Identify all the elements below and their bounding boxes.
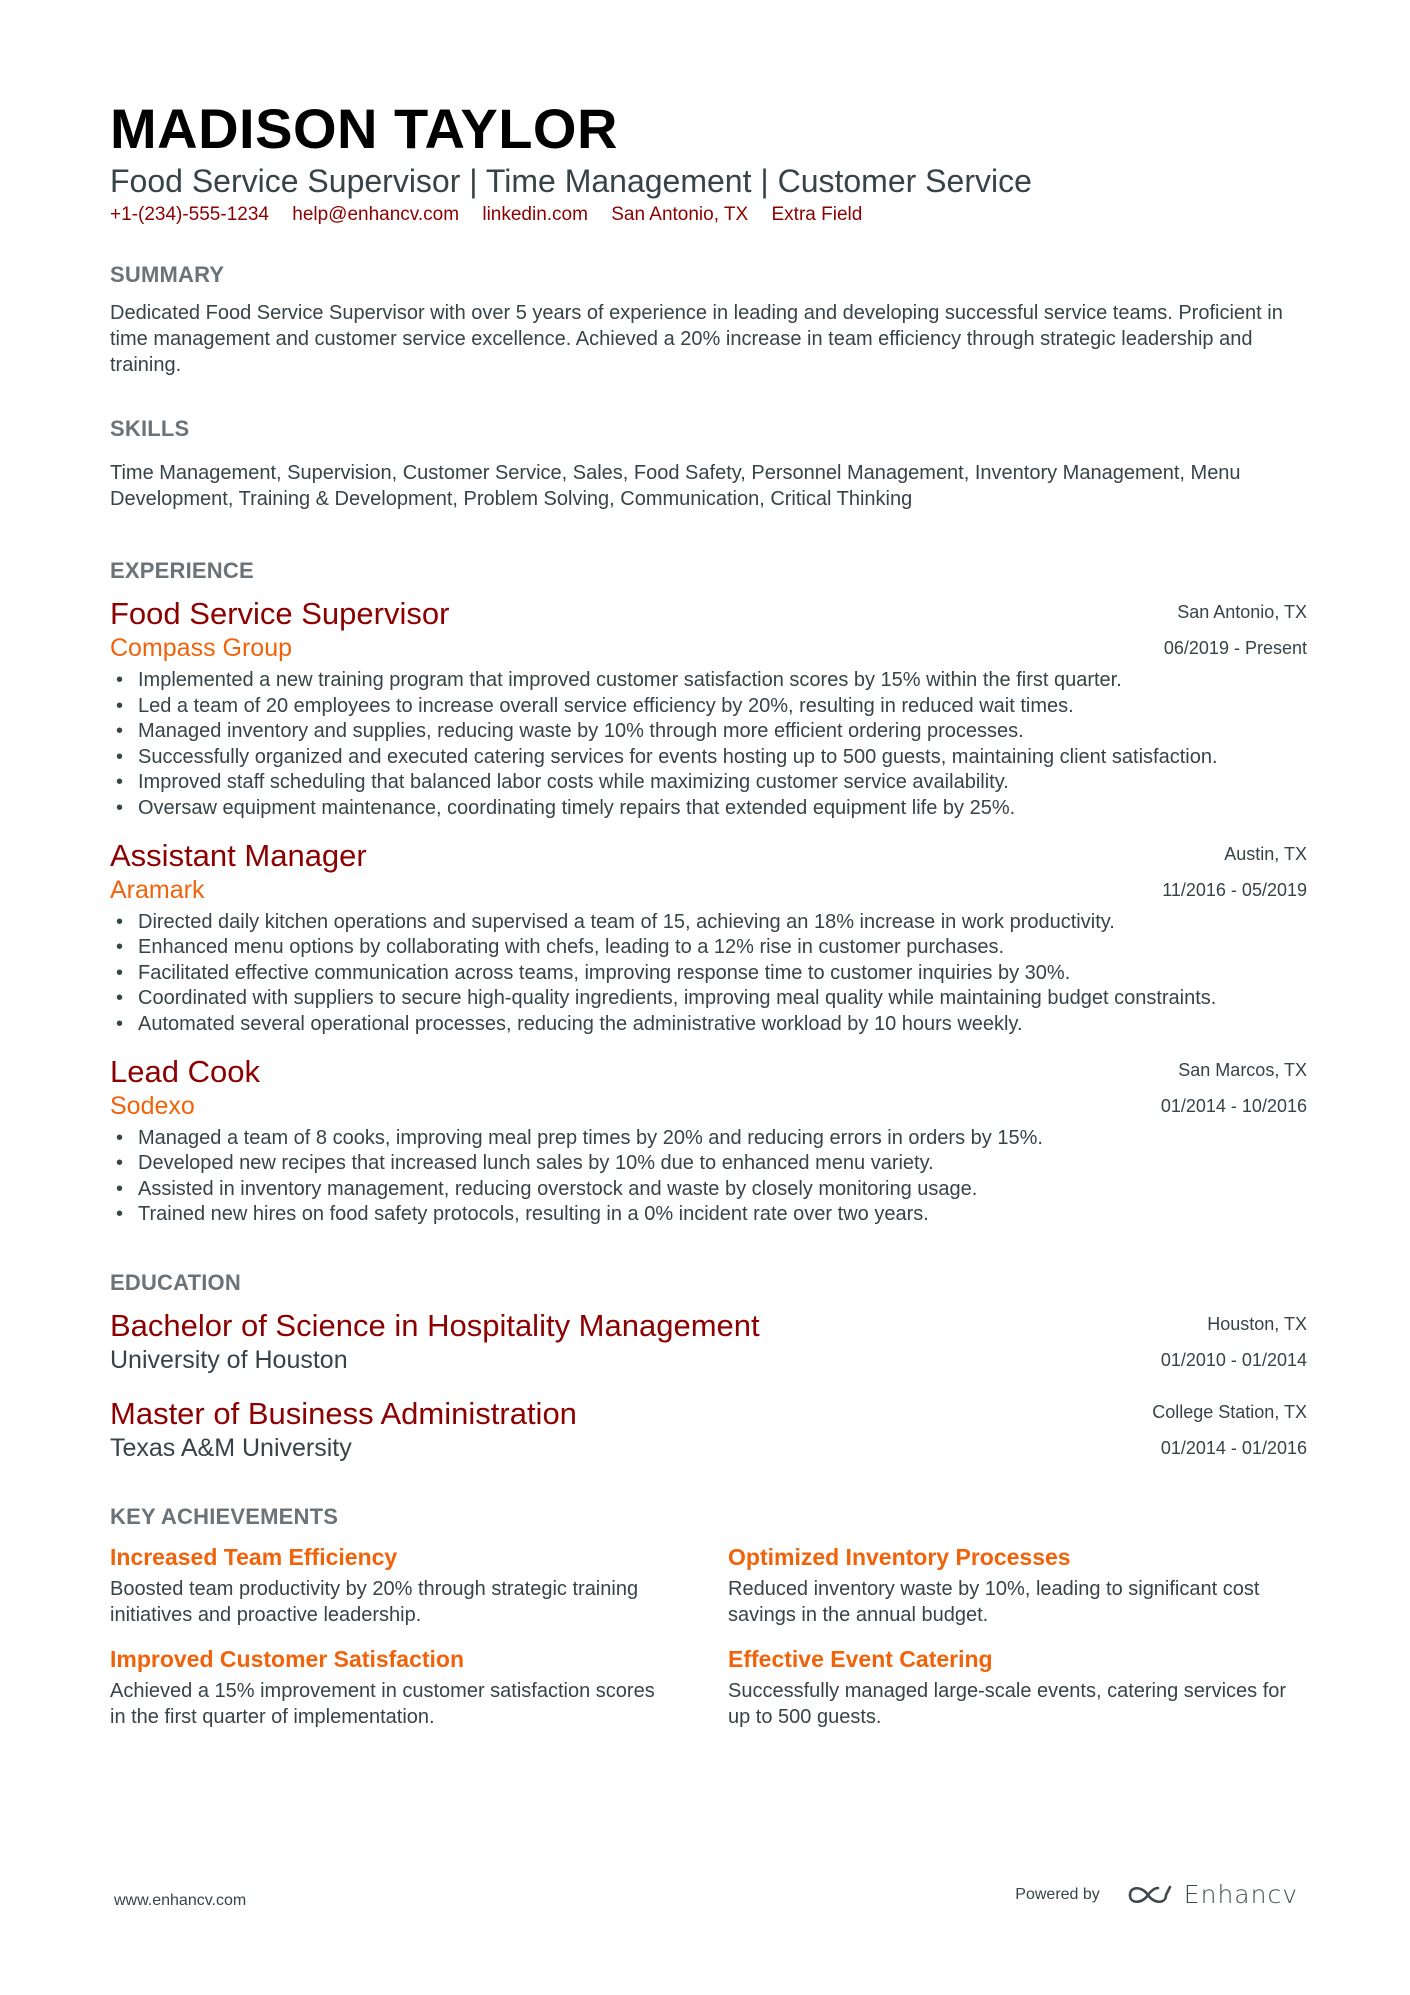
school-name: University of Houston [110,1345,348,1374]
job-entry [110,596,1307,822]
job-entry [110,1054,1307,1228]
job-company: Compass Group [110,634,293,662]
job-bullet: • Coordinated with suppliers to secure high-quality ingredients, improving meal quality while maintaining budget constraints. [110,986,1307,1012]
job-bullet: • Led a team of 20 employees to increase overall service efficiency by 20%, resulting in reduced wait times. [110,694,1307,720]
job-title: Lead Cook [110,1053,260,1089]
job-company: Sodexo [110,1091,195,1120]
achievement-desc: Boosted team productivity by 20% through strategic training initiatives and proactive leadership. [110,1577,639,1626]
contact-phone[interactable]: +1-(234)-555-1234 [110,204,269,225]
education-location: College Station, TX [1152,1401,1307,1422]
achievements-section [110,1502,1307,1730]
enhancv-logo[interactable] [1126,1880,1298,1909]
job-bullet: • Oversaw equipment maintenance, coordinating timely repairs that extended equipment life by 25%. [110,796,1307,822]
job-company: Aramark [110,875,205,904]
contact-email[interactable]: help@enhancv.com [292,204,460,225]
job-bullet: • Managed inventory and supplies, reducing waste by 10% through more efficient ordering processes. [110,719,1307,745]
education-title: EDUCATION [110,1269,241,1295]
job-bullet: • Managed a team of 8 cooks, improving meal prep times by 20% and reducing errors in orders by 15%. [110,1126,1307,1152]
education-section [110,1268,1307,1464]
school-name: Texas A&M University [110,1433,352,1462]
contact-line [110,202,1307,228]
job-bullet: • Successfully organized and executed catering services for events hosting up to 500 guests, maintaining client satisfaction. [110,745,1307,771]
resume-content [110,96,1307,1730]
achievements-title: KEY ACHIEVEMENTS [110,1503,339,1529]
job-bullet: • Improved staff scheduling that balanced labor costs while maximizing customer service availability. [110,770,1307,796]
job-location: Austin, TX [1224,843,1307,864]
job-entry [110,838,1307,1038]
contact-linkedin[interactable]: linkedin.com [482,204,588,225]
achievement-item [728,1542,1308,1628]
job-bullet: • Trained new hires on food safety protocols, resulting in a 0% incident rate over two years. [110,1202,1307,1228]
resume-header [110,96,1307,228]
education-dates: 01/2010 - 01/2014 [1160,1349,1307,1370]
achievement-item [110,1644,728,1730]
achievement-title: Increased Team Efficiency [110,1543,398,1570]
job-location: San Antonio, TX [1177,602,1307,622]
achievement-item [110,1542,728,1628]
achievements-grid [110,1542,1307,1730]
job-location: San Marcos, TX [1178,1059,1307,1080]
enhancv-wordmark: Enhancv [1183,1880,1298,1909]
job-dates: 11/2016 - 05/2019 [1162,879,1307,900]
education-entry [110,1308,1307,1376]
degree-title: Master of Business Administration [110,1395,577,1431]
education-entry [110,1396,1307,1464]
achievement-title: Effective Event Catering [728,1645,993,1672]
skills-title: SKILLS [110,416,190,441]
job-bullets [110,1126,1307,1228]
powered-by-label: Powered by [1015,1885,1100,1903]
achievement-item [728,1644,1308,1730]
job-bullet: • Automated several operational processes, reducing the administrative workload by 10 hours weekly. [110,1012,1307,1038]
candidate-name: MADISON TAYLOR [110,97,618,160]
education-location: Houston, TX [1207,1313,1307,1334]
experience-section [110,556,1307,1228]
degree-title: Bachelor of Science in Hospitality Management [110,1307,760,1343]
summary-title: SUMMARY [110,262,225,287]
education-dates: 01/2014 - 01/2016 [1160,1437,1307,1458]
achievement-desc: Achieved a 15% improvement in customer satisfaction scores in the first quarter of implementation. [110,1679,655,1728]
job-bullets [110,668,1307,822]
skills-text: Time Management, Supervision, Customer Service, Sales, Food Safety, Personnel Management, Inventory Management, Menu Development, Training & Development, Problem Solving, Communication, Critical Thinking [110,462,1241,510]
job-dates: 01/2014 - 10/2016 [1160,1095,1307,1116]
job-dates: 06/2019 - Present [1163,638,1307,658]
experience-title: EXPERIENCE [110,558,254,583]
headline: Food Service Supervisor | Time Management | Customer Service [110,163,1032,199]
job-bullets [110,910,1307,1038]
job-bullet: • Developed new recipes that increased lunch sales by 10% due to enhanced menu variety. [110,1151,1307,1177]
job-bullet: • Facilitated effective communication across teams, improving response time to customer inquiries by 30%. [110,961,1307,987]
enhancv-infinity-icon [1126,1882,1174,1908]
job-bullet: • Directed daily kitchen operations and supervised a team of 15, achieving an 18% increase in work productivity. [110,910,1307,936]
contact-extra-field: Extra Field [771,204,863,225]
summary-section [110,260,1307,378]
job-bullet: • Implemented a new training program that improved customer satisfaction scores by 15% within the first quarter. [110,668,1307,694]
achievement-desc: Reduced inventory waste by 10%, leading to significant cost savings in the annual budget. [728,1577,1260,1626]
skills-section [110,414,1307,512]
footer-website[interactable]: www.enhancv.com [114,1892,247,1909]
job-bullet: • Enhanced menu options by collaborating with chefs, leading to a 12% rise in customer purchases. [110,935,1307,961]
job-title: Food Service Supervisor [110,596,450,631]
achievement-title: Optimized Inventory Processes [728,1543,1071,1570]
achievement-desc: Successfully managed large-scale events, catering services for up to 500 guests. [728,1679,1287,1728]
contact-location: San Antonio, TX [611,204,749,225]
footer-branding [1015,1880,1298,1909]
job-title: Assistant Manager [110,837,367,873]
job-bullet: • Assisted in inventory management, reducing overstock and waste by closely monitoring usage. [110,1177,1307,1203]
achievement-title: Improved Customer Satisfaction [110,1645,465,1672]
summary-text: Dedicated Food Service Supervisor with over 5 years of experience in leading and developing successful service teams. Proficient in time management and customer service excellence. Achieved a 20% increase in team efficiency through strategic leadership and training. [110,302,1283,376]
